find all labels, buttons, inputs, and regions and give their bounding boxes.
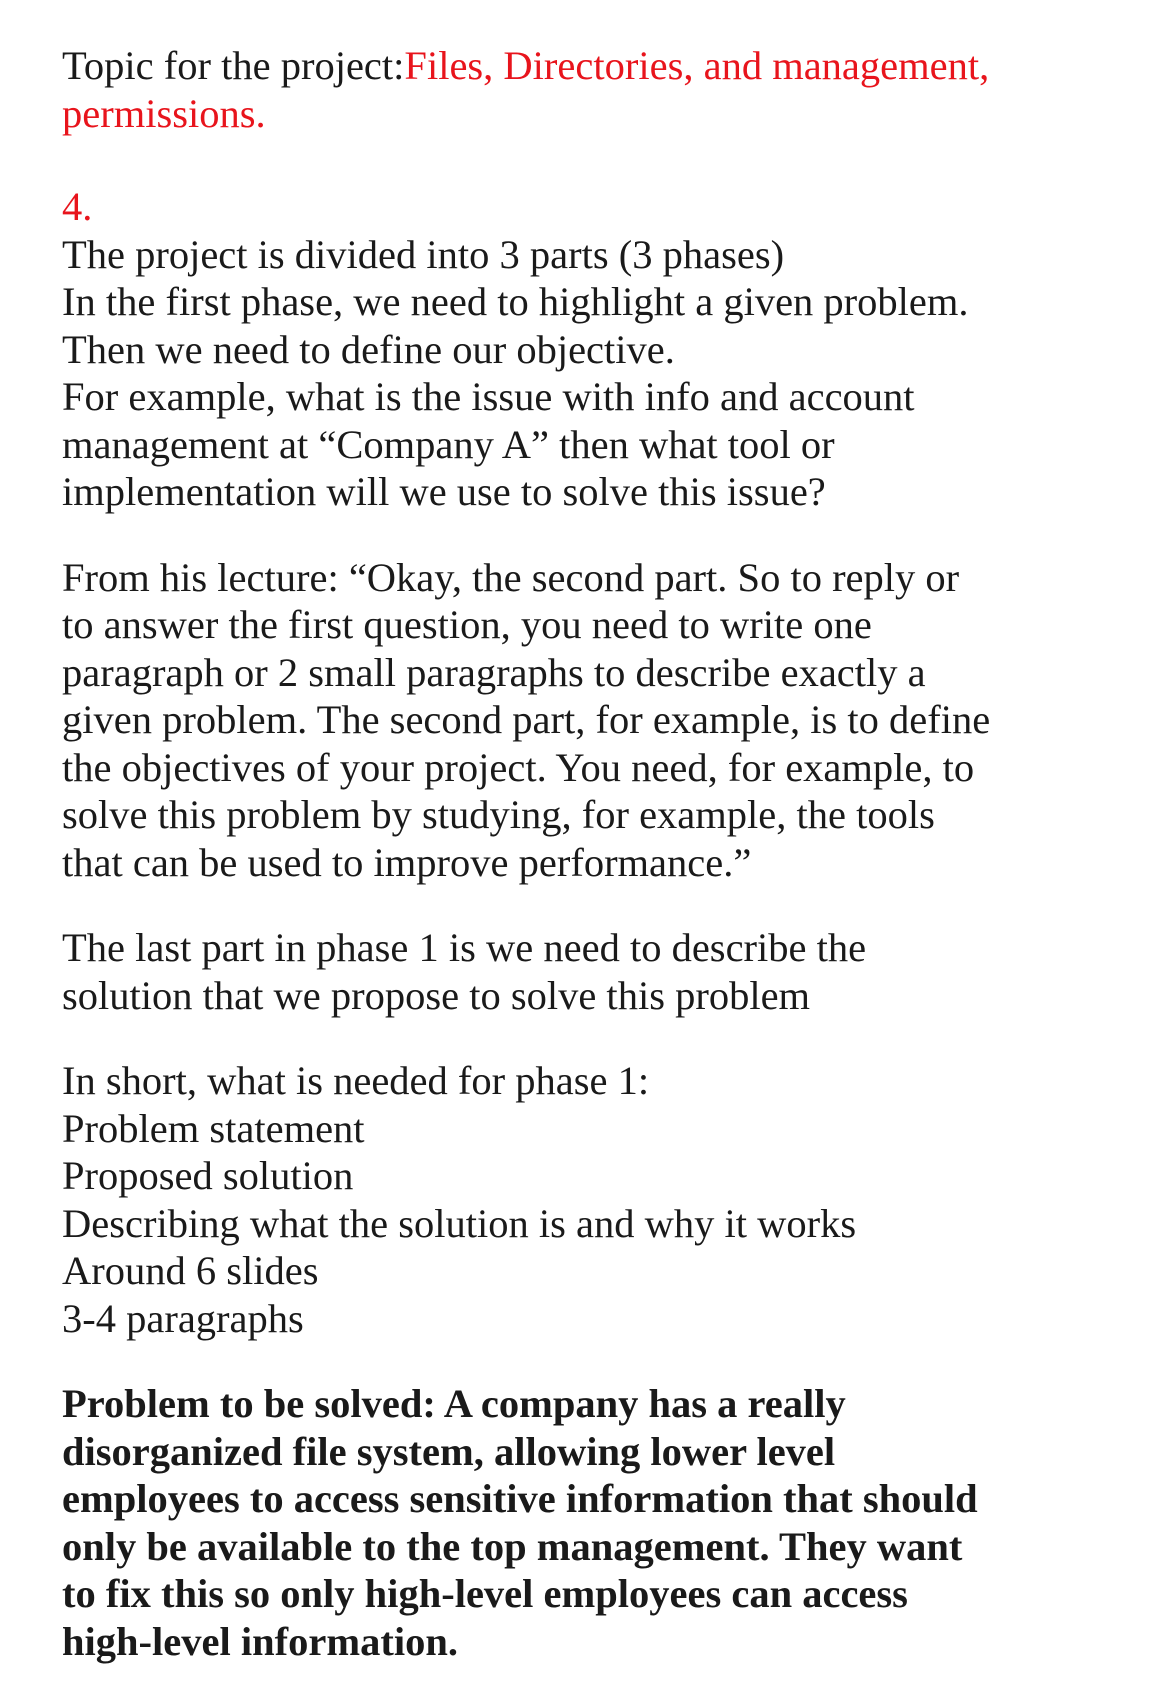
summary-line-2: Problem statement — [62, 1105, 365, 1151]
summary-line-3: Proposed solution — [62, 1153, 354, 1198]
problem-line-3: employees to access sensitive information that should — [62, 1476, 978, 1521]
problem-line-4: only be available to the top management. They want — [62, 1523, 963, 1569]
summary-line-5: Around 6 slides — [62, 1248, 319, 1293]
topic-heading — [62, 42, 1122, 137]
summary-line-6: 3-4 paragraphs — [62, 1295, 304, 1341]
problem-line-1: Problem to be solved: A company has a really — [62, 1381, 846, 1426]
summary-line-1: In short, what is needed for phase 1: — [62, 1058, 650, 1103]
summary-line-4: Describing what the solution is and why it works — [62, 1200, 857, 1246]
lecture-line-4: given problem. The second part, for example, is to define — [62, 697, 991, 742]
intro-line-3: Then we need to define our objective. — [62, 326, 675, 372]
intro-line-2: In the first phase, we need to highlight a given problem. — [62, 279, 969, 324]
phase-summary-list — [62, 1057, 1122, 1342]
intro-line-5: management at “Company A” then what tool or — [62, 421, 835, 467]
last-part-line-2: solution that we propose to solve this problem — [62, 972, 811, 1018]
problem-statement — [62, 1380, 1122, 1665]
lecture-line-6: solve this problem by studying, for example, the tools — [62, 792, 935, 837]
document-body — [62, 42, 1122, 1665]
lecture-line-1: From his lecture: “Okay, the second part. So to reply or — [62, 554, 960, 600]
intro-line-4: For example, what is the issue with info and account — [62, 374, 915, 419]
lecture-line-7: that can be used to improve performance.” — [62, 839, 752, 885]
problem-line-2: disorganized file system, allowing lower level — [62, 1428, 836, 1474]
topic-title-line-2: permissions. — [62, 90, 266, 136]
problem-line-6: high-level information. — [62, 1618, 458, 1664]
section-intro — [62, 183, 1122, 516]
section-number: 4. — [62, 184, 93, 229]
last-part-line-1: The last part in phase 1 is we need to describe the — [62, 925, 867, 970]
last-part-paragraph — [62, 924, 1122, 1019]
topic-label: Topic for the project: — [62, 43, 405, 88]
problem-line-5: to fix this so only high-level employees can access — [62, 1571, 908, 1616]
intro-line-1: The project is divided into 3 parts (3 phases) — [62, 231, 785, 277]
lecture-line-3: paragraph or 2 small paragraphs to describe exactly a — [62, 649, 926, 695]
lecture-line-5: the objectives of your project. You need, for example, to — [62, 744, 975, 790]
lecture-quote-paragraph — [62, 554, 1122, 887]
intro-line-6: implementation will we use to solve this issue? — [62, 469, 826, 514]
topic-title-line-1: Files, Directories, and management, — [404, 43, 990, 88]
lecture-line-2: to answer the first question, you need to write one — [62, 602, 872, 647]
